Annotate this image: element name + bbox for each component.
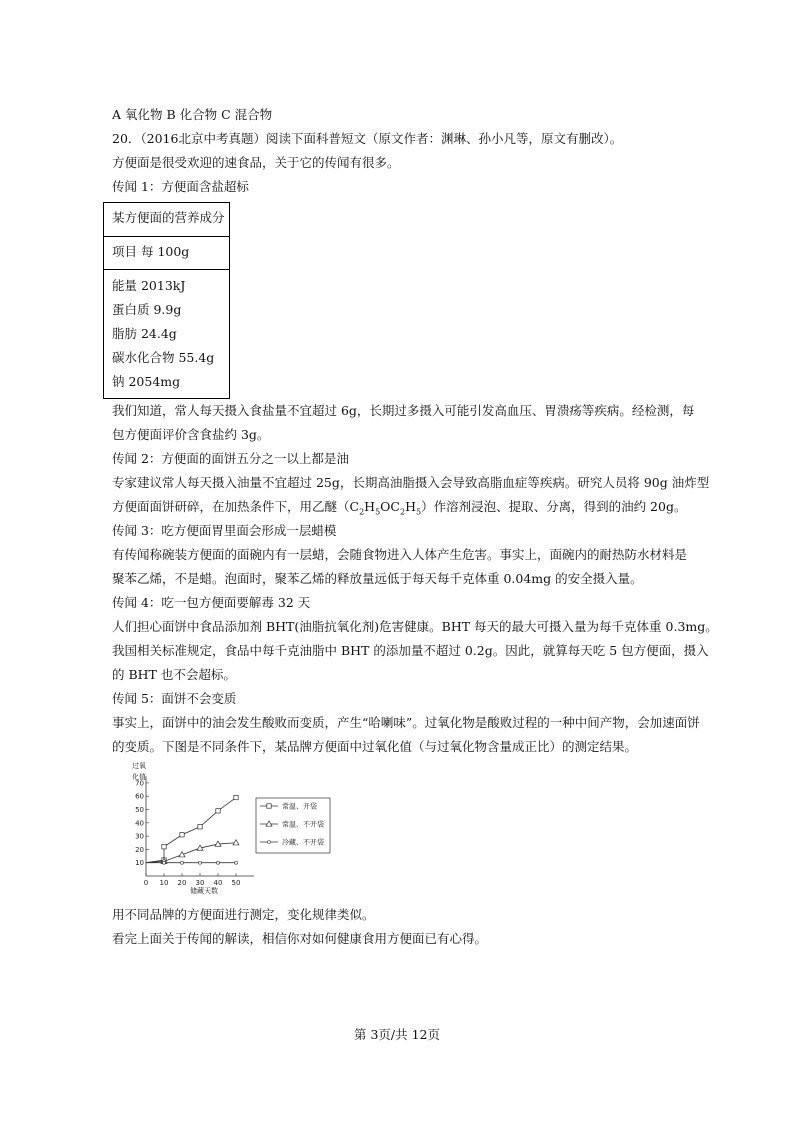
y-tick-label: 70 [135,779,144,788]
data-point [217,861,220,864]
x-tick-label: 20 [177,879,187,887]
rumor-5-heading: 传闻 5：面饼不会变质 [112,691,237,706]
paragraph-3-line: 聚苯乙烯，不是蜡。泡面时，聚苯乙烯的释放量远低于每天每千克体重 0.04mg 的安全摄入量。 [112,571,643,586]
page-footer: 第 3页/共 12页 [353,1027,441,1042]
chart-legend [256,798,330,853]
table-divider [104,236,229,237]
data-point [233,840,239,845]
y-tick-label: 50 [135,806,144,814]
y-tick-label: 20 [135,845,144,854]
nutrition-item: 脂肪 24.4g [112,326,177,341]
answer-options: A 氧化物 B 化合物 C 混合物 [112,107,273,122]
nutrition-table [103,202,230,399]
paragraph-6: 用不同品牌的方便面进行测定，变化规律类似。 [112,907,375,922]
paragraph-4-line: 人们担心面饼中食品添加剂 BHT(油脂抗氧化剂)危害健康。BHT 每天的最大可摄入量为每千克体重 0.3mg。 [112,619,718,634]
legend-label: 常温、开袋 [282,802,317,811]
rumor-3-heading: 传闻 3：吃方便面胃里面会形成一层蜡模 [112,523,337,538]
paragraph-1-line: 我们知道，常人每天摄入食盐量不宜超过 6g，长期过多摄入可能引发高血压、胃溃疡等疾病。经检测，每 [112,403,695,418]
rumor-2-heading: 传闻 2：方便面的面饼五分之一以上都是油 [112,451,349,466]
data-point [235,861,238,864]
paragraph-4-line: 的 BHT 也不会超标。 [112,667,236,682]
data-point [199,861,202,864]
y-tick-label: 40 [135,819,144,828]
paragraph-5-line: 的变质。下图是不同条件下，某品牌方便面中过氧化值（与过氧化物含量成正比）的测定结果。 [112,739,638,754]
paragraph-2-line: 专家建议常人每天摄入油量不宜超过 25g，长期高油脂摄入会导致高脂血症等疾病。研究人员将 90g 油炸型 [112,475,710,490]
question-20-heading: 20．（2016北京中考真题）阅读下面科普短文（原文作者：渊琳、孙小凡等，原文有删改）。 [112,131,623,146]
data-point [234,795,238,799]
data-point [198,825,202,829]
x-tick-label: 30 [195,879,205,887]
nutrition-item: 钠 2054mg [112,374,181,389]
y-tick-label: 30 [135,832,144,841]
x-axis-label: 储藏天数 [190,887,218,895]
paragraph-7: 看完上面关于传闻的解读，相信你对如何健康食用方便面已有心得。 [112,931,488,946]
rumor-1-heading: 传闻 1：方便面含盐超标 [112,179,249,194]
y-axis-label-line2: 化值 [132,773,146,781]
data-point [216,809,220,813]
nutrition-header: 项目 每 100g [112,244,190,259]
data-point [162,845,166,849]
legend-marker [268,841,271,844]
nutrition-item: 蛋白质 9.9g [112,302,182,317]
legend-marker [267,804,271,808]
legend-label: 常温、不开袋 [282,820,324,829]
x-tick-label: 50 [231,879,241,887]
nutrition-item: 能量 2013kJ [112,278,186,293]
legend-label: 冷藏、不开袋 [282,838,324,847]
chart-series [146,795,239,864]
data-point [180,833,184,837]
table-divider [104,269,229,270]
paragraph-3-line: 有传闻称碗装方便面的面碗内有一层蜡，会随食物进入人体产生危害。事实上，面碗内的耐热防水材料是 [112,547,688,562]
peroxide-chart-svg [128,760,348,898]
peroxide-chart [128,760,348,902]
intro-paragraph: 方便面是很受欢迎的速食品，关于它的传闻有很多。 [112,155,400,170]
y-tick-label: 10 [135,859,144,868]
paragraph-2-line: 方便面面饼研碎，在加热条件下，用乙醚$(C_2H_5OC_2H_5)$作溶剂浸泡、提取、分离，得到的油约 20g。 [112,499,687,517]
y-axis-label-line1: 过氧 [132,762,146,770]
y-tick-label: 60 [135,792,144,801]
data-point [181,861,184,864]
paragraph-1-line: 包方便面评价含食盐约 3g。 [112,427,270,442]
x-tick-label: 40 [213,879,223,887]
rumor-4-heading: 传闻 4：吃一包方便面要解毒 32 天 [112,595,311,610]
data-point [163,861,166,864]
paragraph-5-line: 事实上，面饼中的油会发生酸败而变质，产生“哈喇味”。过氧化物是酸败过程的一种中间产物，会加速面饼 [112,715,700,730]
nutrition-title: 某方便面的营养成分 [112,210,225,225]
paragraph-4-line: 我国相关标准规定，食品中每千克油脂中 BHT 的添加量不超过 0.2g。因此，就算每天吃 5 包方便面，摄入 [112,643,709,658]
chart-axes [135,776,254,887]
x-tick-label: 0 [143,879,149,887]
series-line [146,798,236,863]
nutrition-item: 碳水化合物 55.4g [112,350,215,365]
x-tick-label: 10 [159,879,169,887]
series-line [146,843,236,863]
